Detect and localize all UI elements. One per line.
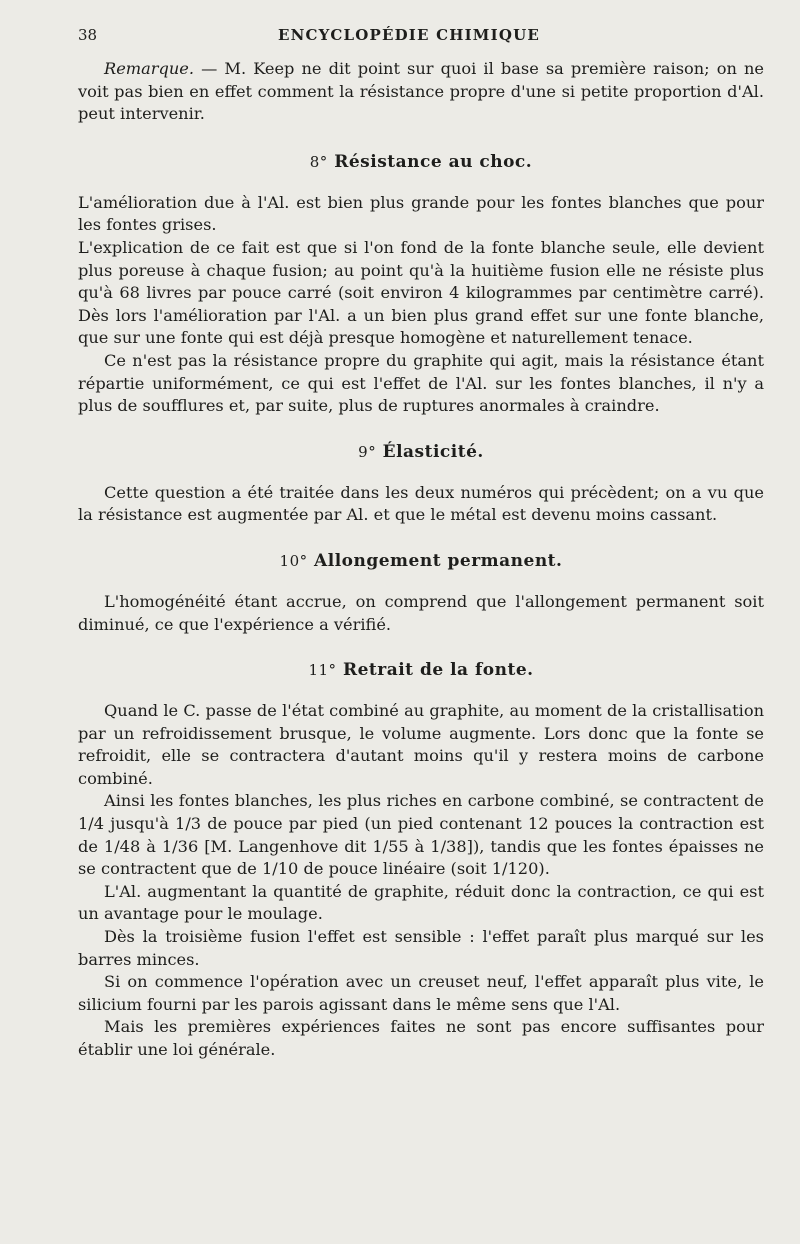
- section-heading-9: [78, 442, 764, 462]
- body-paragraph: L'explication de ce fait est que si l'on fond de la fonte blanche seule, elle devient plus poreuse à chaque fusion; au point qu'à la huitième fusion elle ne résiste plus qu'à 68 livres par pouce carré (soit environ 4 kilogrammes par centimètre carré). Dès lors l'amélioration par l'Al. a un bien plus grand effet sur une fonte blanche, que sur une fonte qui est déjà presque homogène et naturellement tenace.: [78, 237, 764, 348]
- running-title: ENCYCLOPÉDIE CHIMIQUE: [278, 26, 540, 44]
- section-heading-11: [78, 660, 764, 680]
- page-number: 38: [78, 26, 98, 44]
- section-title: Résistance au choc.: [334, 151, 533, 172]
- section-heading-10: [78, 551, 764, 571]
- body-paragraph: L'homogénéité étant accrue, on comprend que l'allongement permanent soit diminué, ce que l'expérience a vérifié.: [78, 591, 764, 634]
- section-title: Allongement permanent.: [314, 550, 563, 571]
- page-header: [78, 26, 764, 58]
- remark-text: — M. Keep ne dit point sur quoi il base sa première raison; on ne voit pas bien en effet comment la résistance propre d'une si petite proportion d'Al. peut intervenir.: [78, 59, 764, 124]
- body-paragraph: Cette question a été traitée dans les deux numéros qui précèdent; on a vu que la résistance est augmentée par Al. et que le métal est devenu moins cassant.: [78, 482, 764, 525]
- body-paragraph: L'Al. augmentant la quantité de graphite, réduit donc la contraction, ce qui est un avantage pour le moulage.: [78, 881, 764, 924]
- section-number: 10°: [279, 551, 308, 570]
- remark-paragraph: [78, 58, 764, 126]
- section-number: 9°: [358, 442, 377, 461]
- remark-label: Remarque.: [104, 59, 195, 78]
- section-number: 11°: [308, 661, 337, 680]
- section-title: Retrait de la fonte.: [342, 660, 534, 681]
- body-paragraph: Quand le C. passe de l'état combiné au graphite, au moment de la cristallisation par un refroidissement brusque, le volume augmente. Lors donc que la fonte se refroidit, elle se contractera d'autant moins qu'il y restera moins de carbone combiné.: [78, 701, 764, 788]
- body-paragraph: Dès la troisième fusion l'effet est sensible : l'effet paraît plus marqué sur les barres minces.: [78, 927, 764, 969]
- body-paragraph: Ce n'est pas la résistance propre du graphite qui agit, mais la résistance étant répartie uniformément, ce qui est l'effet de l'Al. sur les fontes blanches, il n'y a plus de soufflures et, par suite, plus de ruptures anormales à craindre.: [78, 350, 764, 416]
- body-paragraph: Mais les premières expériences faites ne sont pas encore suffisantes pour établir une loi générale.: [78, 1017, 764, 1059]
- body-paragraph: Si on commence l'opération avec un creuset neuf, l'effet apparaît plus vite, le silicium fourni par les parois agissant dans le même sens que l'Al.: [78, 972, 764, 1014]
- section-title: Élasticité.: [382, 441, 484, 462]
- body-paragraph: L'amélioration due à l'Al. est bien plus grande pour les fontes blanches que pour les fontes grises.: [78, 192, 764, 235]
- body-paragraph: Ainsi les fontes blanches, les plus riches en carbone combiné, se contractent de 1/4 jusqu'à 1/3 de pouce par pied (un pied contenant 12 pouces la contraction est de 1/48 à 1/36 [M. Langenhove dit 1/55 à 1/38]), tandis que les fontes épaisses ne se contractent que de 1/10 de pouce linéaire (soit 1/120).: [78, 791, 764, 879]
- section-number: 8°: [309, 152, 328, 171]
- section-heading-8: [78, 152, 764, 172]
